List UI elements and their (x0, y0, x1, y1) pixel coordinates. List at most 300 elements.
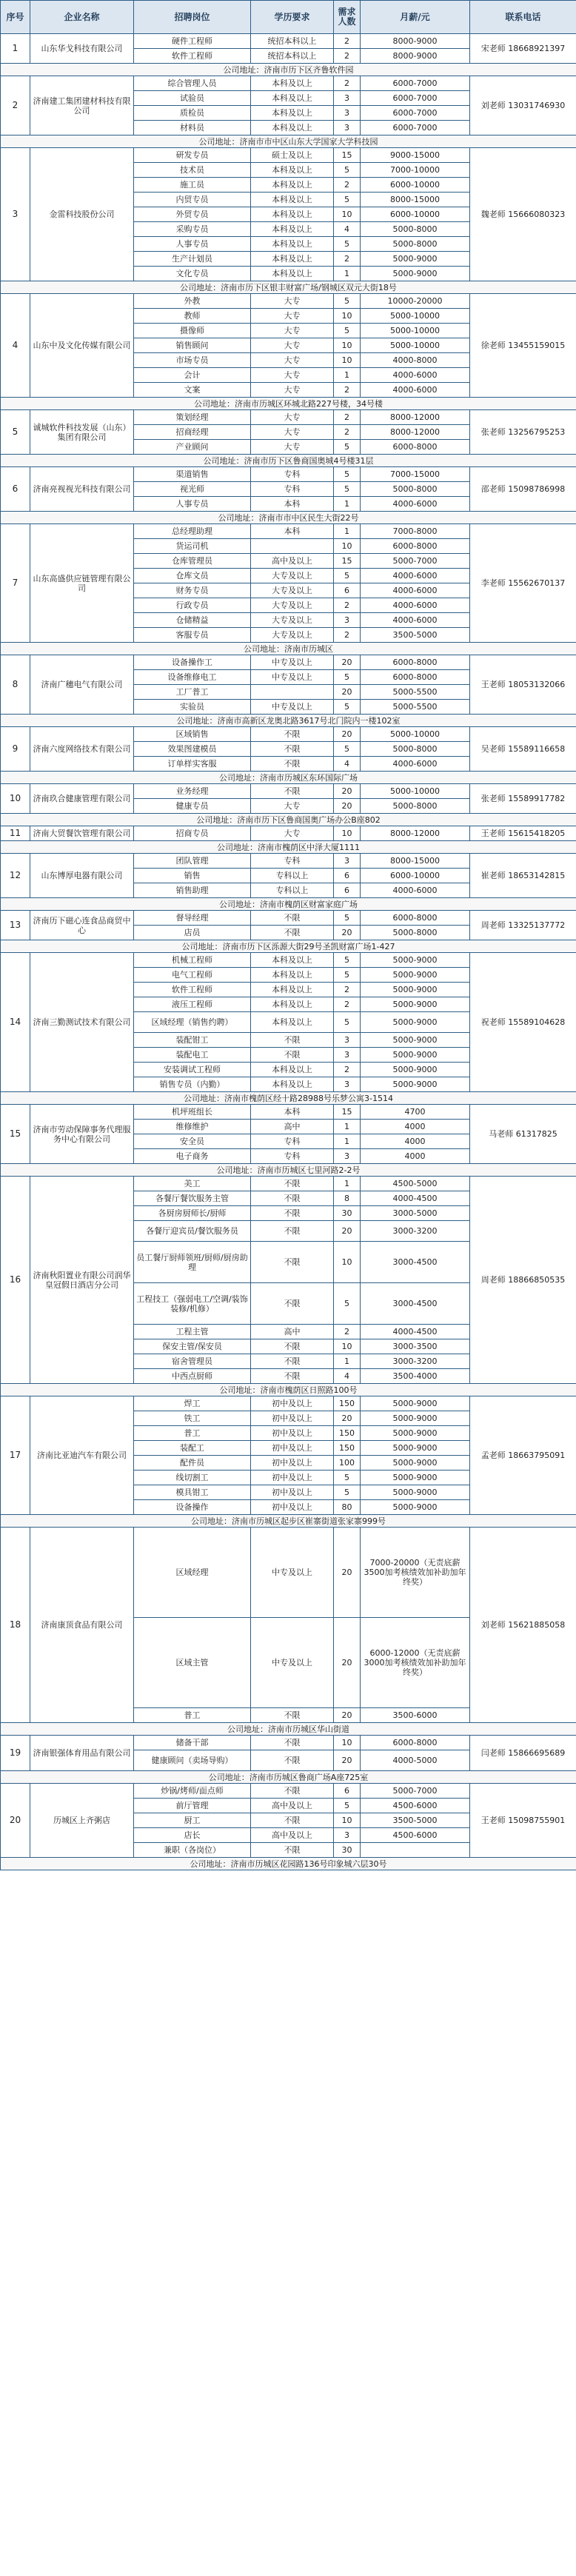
address-label: 公司地址： (208, 1772, 250, 1782)
salary-cell: 5000-9000 (361, 267, 470, 281)
job-row (1, 911, 576, 926)
address-label: 公司地址： (203, 455, 244, 466)
contact-cell: 祝老师 15589104628 (470, 953, 576, 1092)
position-cell: 教师 (134, 309, 251, 324)
address-value: 济南市市中区民生大街22号 (258, 512, 359, 523)
salary-cell: 5000-9000 (361, 1500, 470, 1515)
salary-cell: 5000-8000 (361, 237, 470, 252)
count-cell: 20 (334, 1411, 361, 1426)
salary-cell: 8000-9000 (361, 34, 470, 49)
address-row (1, 940, 576, 953)
count-cell: 3 (334, 1828, 361, 1843)
salary-cell: 5000-10000 (361, 309, 470, 324)
education-cell: 本科及以上 (251, 207, 334, 222)
salary-cell: 4000-6000 (361, 883, 470, 898)
salary-cell: 5000-9000 (361, 1471, 470, 1485)
education-cell: 不限 (251, 1242, 334, 1283)
seq-cell: 15 (1, 1105, 30, 1164)
education-cell: 不限 (251, 1708, 334, 1723)
salary-cell: 7000-15000 (361, 467, 470, 482)
salary-cell: 5000-9000 (361, 1426, 470, 1441)
position-cell: 综合管理人员 (134, 76, 251, 91)
education-cell: 初中及以上 (251, 1456, 334, 1471)
address-value: 济南市历城区 (284, 643, 333, 654)
position-cell: 铁工 (134, 1411, 251, 1426)
education-cell: 不限 (251, 1339, 334, 1354)
count-cell: 10 (334, 309, 361, 324)
position-cell: 区域经理 (134, 1528, 251, 1618)
address-label: 公司地址： (219, 899, 260, 909)
position-cell: 各厨房厨师长/厨师 (134, 1206, 251, 1221)
address-value: 济南市历城区华山街道 (268, 1724, 349, 1734)
salary-cell: 3000-4500 (361, 1283, 470, 1325)
address-cell (1, 398, 576, 410)
count-cell: 20 (334, 1618, 361, 1708)
education-cell: 中专及以上 (251, 655, 334, 670)
education-cell: 中专及以上 (251, 1528, 334, 1618)
salary-cell: 5000-9000 (361, 997, 470, 1012)
education-cell: 中专及以上 (251, 1618, 334, 1708)
count-cell: 5 (334, 953, 361, 968)
position-cell: 外贸专员 (134, 207, 251, 222)
seq-cell: 4 (1, 294, 30, 398)
salary-cell: 6000-8000 (361, 670, 470, 685)
position-cell: 文案 (134, 383, 251, 398)
contact-cell: 孟老师 18663795091 (470, 1396, 576, 1515)
address-cell (1, 643, 576, 655)
education-cell: 初中及以上 (251, 1485, 334, 1500)
education-cell: 本科及以上 (251, 121, 334, 136)
salary-cell: 4700 (361, 1105, 470, 1120)
contact-cell: 徐老师 13455159015 (470, 294, 576, 398)
education-cell: 大专 (251, 294, 334, 309)
salary-cell: 4000-6000 (361, 569, 470, 583)
salary-cell: 7000-10000 (361, 163, 470, 178)
position-cell: 维修维护 (134, 1120, 251, 1134)
salary-cell: 4000-6000 (361, 383, 470, 398)
job-row (1, 524, 576, 539)
salary-cell: 5000-8000 (361, 222, 470, 237)
address-row (1, 772, 576, 784)
header-row (1, 1, 576, 34)
education-cell: 本科及以上 (251, 106, 334, 121)
education-cell: 初中及以上 (251, 1441, 334, 1456)
address-row (1, 898, 576, 911)
count-cell: 3 (334, 1048, 361, 1063)
salary-cell: 7000-8000 (361, 524, 470, 539)
contact-cell: 王老师 15098755901 (470, 1784, 576, 1858)
education-cell: 本科 (251, 524, 334, 539)
address-value: 济南市历城区鲁商广场A座725室 (249, 1772, 369, 1782)
count-cell: 5 (334, 1799, 361, 1813)
education-cell: 本科及以上 (251, 76, 334, 91)
address-value: 济南市槐荫区财富家庭广场 (260, 899, 358, 909)
contact-cell: 刘老师 15621885058 (470, 1528, 576, 1723)
address-row (1, 1723, 576, 1736)
address-row (1, 841, 576, 854)
count-cell: 5 (334, 569, 361, 583)
address-cell (1, 1164, 576, 1177)
salary-cell: 8000-15000 (361, 854, 470, 869)
count-cell: 10 (334, 338, 361, 353)
education-cell: 初中及以上 (251, 1396, 334, 1411)
job-row (1, 1736, 576, 1750)
count-cell: 5 (334, 742, 361, 757)
job-row (1, 854, 576, 869)
count-cell: 2 (334, 983, 361, 997)
contact-cell: 王老师 15615418205 (470, 826, 576, 841)
contact-cell: 宋老师 18668921397 (470, 34, 576, 64)
education-cell: 大专 (251, 324, 334, 338)
education-cell (251, 685, 334, 700)
position-cell: 硬件工程师 (134, 34, 251, 49)
company-name-cell: 诚城软件科技发展（山东）集团有限公司 (30, 410, 134, 455)
contact-cell: 王老师 18053132066 (470, 655, 576, 715)
education-cell: 不限 (251, 1048, 334, 1063)
position-cell: 软件工程师 (134, 49, 251, 64)
address-cell (1, 772, 576, 784)
position-cell: 模具钳工 (134, 1485, 251, 1500)
count-cell: 6 (334, 1784, 361, 1799)
salary-cell: 6000-7000 (361, 106, 470, 121)
count-cell: 20 (334, 1708, 361, 1723)
salary-cell: 3000-5000 (361, 1206, 470, 1221)
contact-cell: 张老师 13256795253 (470, 410, 576, 455)
company-name-cell: 济南康顶食品有限公司 (30, 1528, 134, 1723)
address-cell (1, 841, 576, 854)
position-cell: 仓库管理员 (134, 554, 251, 569)
count-cell: 30 (334, 1206, 361, 1221)
count-cell: 150 (334, 1441, 361, 1456)
education-cell: 大专 (251, 799, 334, 814)
company-name-cell: 济南亮视视光科技有限公司 (30, 467, 134, 512)
job-row (1, 727, 576, 742)
position-cell: 线切割工 (134, 1471, 251, 1485)
seq-cell: 2 (1, 76, 30, 136)
count-cell: 20 (334, 685, 361, 700)
position-cell: 普工 (134, 1426, 251, 1441)
count-cell: 5 (334, 193, 361, 207)
salary-cell: 4000-6000 (361, 583, 470, 598)
count-cell: 5 (334, 1012, 361, 1033)
company-name-cell: 济南三勤测试技术有限公司 (30, 953, 134, 1092)
salary-cell: 5000-9000 (361, 1456, 470, 1471)
education-cell: 本科 (251, 1105, 334, 1120)
company-name-cell: 金雷科技股份公司 (30, 148, 134, 281)
address-label: 公司地址： (190, 1859, 231, 1869)
education-cell: 本科及以上 (251, 1077, 334, 1092)
salary-cell: 5000-8000 (361, 926, 470, 940)
education-cell (251, 539, 334, 554)
count-cell: 3 (334, 1077, 361, 1092)
address-cell (1, 1723, 576, 1736)
education-cell: 不限 (251, 926, 334, 940)
education-cell: 不限 (251, 1736, 334, 1750)
salary-cell: 4000-6000 (361, 598, 470, 613)
count-cell: 15 (334, 554, 361, 569)
salary-cell: 6000-8000 (361, 1736, 470, 1750)
job-row (1, 1105, 576, 1120)
position-cell: 工厂普工 (134, 685, 251, 700)
position-cell: 工程主管 (134, 1325, 251, 1339)
salary-cell: 6000-10000 (361, 869, 470, 883)
education-cell: 大专 (251, 440, 334, 455)
seq-cell: 10 (1, 784, 30, 814)
salary-cell: 5000-8000 (361, 742, 470, 757)
education-cell: 专科 (251, 467, 334, 482)
position-cell: 业务经理 (134, 784, 251, 799)
count-cell: 5 (334, 1485, 361, 1500)
count-cell: 2 (334, 383, 361, 398)
salary-cell: 5000-9000 (361, 983, 470, 997)
address-label: 公司地址： (244, 643, 284, 654)
company-name-cell: 历城区上齐粥店 (30, 1784, 134, 1858)
education-cell: 不限 (251, 1191, 334, 1206)
company-name-cell: 济南比亚迪汽车有限公司 (30, 1396, 134, 1515)
address-value: 济南市槐荫区日照路100号 (260, 1385, 358, 1395)
address-label: 公司地址： (194, 398, 235, 409)
position-cell: 策划经理 (134, 410, 251, 425)
position-cell: 装配电工 (134, 1048, 251, 1063)
position-cell: 配件员 (134, 1456, 251, 1471)
education-cell: 专科 (251, 1149, 334, 1164)
position-cell: 兼职（各岗位） (134, 1843, 251, 1858)
count-cell: 20 (334, 784, 361, 799)
contact-cell: 周老师 13325137772 (470, 911, 576, 940)
education-cell: 大专 (251, 353, 334, 368)
position-cell: 质检员 (134, 106, 251, 121)
seq-cell: 6 (1, 467, 30, 512)
education-cell: 大专及以上 (251, 583, 334, 598)
education-cell: 专科 (251, 1134, 334, 1149)
count-cell: 4 (334, 1369, 361, 1384)
contact-cell: 闫老师 15866695689 (470, 1736, 576, 1771)
position-cell: 销售助理 (134, 883, 251, 898)
count-cell: 5 (334, 294, 361, 309)
education-cell: 本科及以上 (251, 997, 334, 1012)
position-cell: 店员 (134, 926, 251, 940)
address-row (1, 281, 576, 294)
education-cell: 本科及以上 (251, 222, 334, 237)
salary-cell: 5000-9000 (361, 1048, 470, 1063)
count-cell: 4 (334, 222, 361, 237)
count-cell: 150 (334, 1396, 361, 1411)
count-cell: 3 (334, 106, 361, 121)
header-seq: 序号 (1, 1, 30, 34)
education-cell: 初中及以上 (251, 1471, 334, 1485)
count-cell: 1 (334, 524, 361, 539)
header-contact: 联系电话 (470, 1, 576, 34)
address-cell (1, 281, 576, 294)
position-cell: 电气工程师 (134, 968, 251, 983)
count-cell: 1 (334, 497, 361, 512)
salary-cell: 8000-9000 (361, 49, 470, 64)
salary-cell: 6000-10000 (361, 178, 470, 193)
count-cell: 4 (334, 757, 361, 772)
salary-cell: 5000-10000 (361, 324, 470, 338)
count-cell: 5 (334, 968, 361, 983)
education-cell: 高中 (251, 1325, 334, 1339)
count-cell: 2 (334, 34, 361, 49)
salary-cell: 5000-7000 (361, 1784, 470, 1799)
address-row (1, 1384, 576, 1396)
salary-cell: 5000-9000 (361, 1077, 470, 1092)
salary-cell: 4000-5000 (361, 1750, 470, 1771)
salary-cell: 5000-8000 (361, 799, 470, 814)
education-cell: 不限 (251, 1843, 334, 1858)
address-cell (1, 1092, 576, 1105)
position-cell: 仓储精益 (134, 613, 251, 628)
job-row (1, 294, 576, 309)
position-cell: 效果图建模员 (134, 742, 251, 757)
position-cell: 渠道销售 (134, 467, 251, 482)
salary-cell: 4000-4500 (361, 1191, 470, 1206)
education-cell: 大专 (251, 410, 334, 425)
education-cell: 不限 (251, 1784, 334, 1799)
position-cell: 市场专员 (134, 353, 251, 368)
address-cell (1, 1515, 576, 1528)
count-cell: 5 (334, 670, 361, 685)
salary-cell: 3000-3200 (361, 1354, 470, 1369)
address-cell (1, 940, 576, 953)
position-cell: 设备维修电工 (134, 670, 251, 685)
education-cell: 高中及以上 (251, 554, 334, 569)
position-cell: 财务专员 (134, 583, 251, 598)
salary-cell: 4000 (361, 1134, 470, 1149)
position-cell: 中西点厨师 (134, 1369, 251, 1384)
address-cell (1, 1771, 576, 1784)
contact-cell: 吴老师 15589116658 (470, 727, 576, 772)
education-cell: 本科及以上 (251, 983, 334, 997)
position-cell: 员工餐厅厨师领班/厨师/厨房助理 (134, 1242, 251, 1283)
count-cell: 5 (334, 440, 361, 455)
education-cell: 不限 (251, 1283, 334, 1325)
address-value: 济南市历城区环城北路227号楼，34号楼 (235, 398, 383, 409)
address-label: 公司地址： (217, 842, 258, 852)
seq-cell: 18 (1, 1528, 30, 1723)
education-cell: 专科 (251, 854, 334, 869)
address-value: 济南市历下区鲁商国奥城4号楼31层 (244, 455, 374, 466)
salary-cell: 4000 (361, 1149, 470, 1164)
position-cell: 督导经理 (134, 911, 251, 926)
position-cell: 储备干部 (134, 1736, 251, 1750)
education-cell: 大专 (251, 826, 334, 841)
education-cell: 本科及以上 (251, 968, 334, 983)
education-cell: 不限 (251, 1177, 334, 1191)
address-row (1, 715, 576, 727)
position-cell: 文化专员 (134, 267, 251, 281)
position-cell: 工程技工（强弱电工/空调/装饰装修/机修） (134, 1283, 251, 1325)
header-position: 招聘岗位 (134, 1, 251, 34)
position-cell: 设备操作工 (134, 655, 251, 670)
header-salary: 月薪/元 (361, 1, 470, 34)
salary-cell: 8000-12000 (361, 425, 470, 440)
salary-cell: 5000-9000 (361, 1033, 470, 1048)
education-cell: 大专 (251, 383, 334, 398)
position-cell: 订单样实客服 (134, 757, 251, 772)
salary-cell: 5000-5500 (361, 685, 470, 700)
count-cell: 2 (334, 76, 361, 91)
education-cell: 不限 (251, 727, 334, 742)
education-cell: 大专 (251, 338, 334, 353)
job-listings-body (1, 34, 576, 1870)
address-value: 济南市槐荫区经十路28988号乐梦公寓3-1514 (224, 1093, 393, 1103)
position-cell: 招商专员 (134, 826, 251, 841)
education-cell: 本科及以上 (251, 953, 334, 968)
education-cell: 大专 (251, 368, 334, 383)
address-label: 公司地址： (223, 64, 264, 75)
education-cell: 本科及以上 (251, 252, 334, 267)
contact-cell: 李老师 15562670137 (470, 524, 576, 643)
education-cell: 不限 (251, 1206, 334, 1221)
position-cell: 施工员 (134, 178, 251, 193)
position-cell: 区域经理（销售约聘） (134, 1012, 251, 1033)
address-row (1, 1164, 576, 1177)
address-cell (1, 814, 576, 826)
seq-cell: 20 (1, 1784, 30, 1858)
seq-cell: 19 (1, 1736, 30, 1771)
position-cell: 健康顾问（卖场导购） (134, 1750, 251, 1771)
position-cell: 视光师 (134, 482, 251, 497)
salary-cell: 8000-12000 (361, 410, 470, 425)
position-cell: 试验员 (134, 91, 251, 106)
count-cell: 2 (334, 252, 361, 267)
education-cell: 专科以上 (251, 883, 334, 898)
salary-cell (361, 1843, 470, 1858)
count-cell: 5 (334, 467, 361, 482)
education-cell: 大专及以上 (251, 628, 334, 643)
position-cell: 店长 (134, 1828, 251, 1843)
job-row (1, 76, 576, 91)
company-name-cell: 济南建工集团建材科技有限公司 (30, 76, 134, 136)
address-value: 济南市市中区山东大学国家大学科技园 (239, 136, 378, 147)
count-cell: 20 (334, 655, 361, 670)
address-cell (1, 136, 576, 148)
education-cell: 本科 (251, 497, 334, 512)
position-cell: 内贸专员 (134, 193, 251, 207)
contact-cell: 刘老师 13031746930 (470, 76, 576, 136)
education-cell: 大专 (251, 309, 334, 324)
contact-cell: 邵老师 15098786998 (470, 467, 576, 512)
seq-cell: 12 (1, 854, 30, 898)
address-label: 公司地址： (216, 1165, 258, 1175)
company-name-cell: 济南广穗电气有限公司 (30, 655, 134, 715)
education-cell: 中专及以上 (251, 670, 334, 685)
education-cell: 专科以上 (251, 869, 334, 883)
education-cell: 不限 (251, 742, 334, 757)
company-name-cell: 济南市劳动保障事务代理服务中心有限公司 (30, 1105, 134, 1164)
job-row (1, 1396, 576, 1411)
salary-cell: 3000-4500 (361, 1242, 470, 1283)
position-cell: 装配钳工 (134, 1033, 251, 1048)
education-cell: 不限 (251, 1369, 334, 1384)
address-value: 济南市历下区鲁商国奥广场办公B座802 (237, 814, 381, 825)
salary-cell: 10000-20000 (361, 294, 470, 309)
education-cell: 高中及以上 (251, 1799, 334, 1813)
count-cell: 2 (334, 425, 361, 440)
salary-cell: 5000-10000 (361, 784, 470, 799)
count-cell: 1 (334, 1134, 361, 1149)
position-cell: 产业顾问 (134, 440, 251, 455)
salary-cell: 5000-9000 (361, 1063, 470, 1077)
position-cell: 区域主管 (134, 1618, 251, 1708)
education-cell: 本科及以上 (251, 178, 334, 193)
address-label: 公司地址： (176, 715, 218, 726)
count-cell: 15 (334, 1105, 361, 1120)
position-cell: 健康专员 (134, 799, 251, 814)
count-cell: 5 (334, 1471, 361, 1485)
count-cell: 20 (334, 926, 361, 940)
